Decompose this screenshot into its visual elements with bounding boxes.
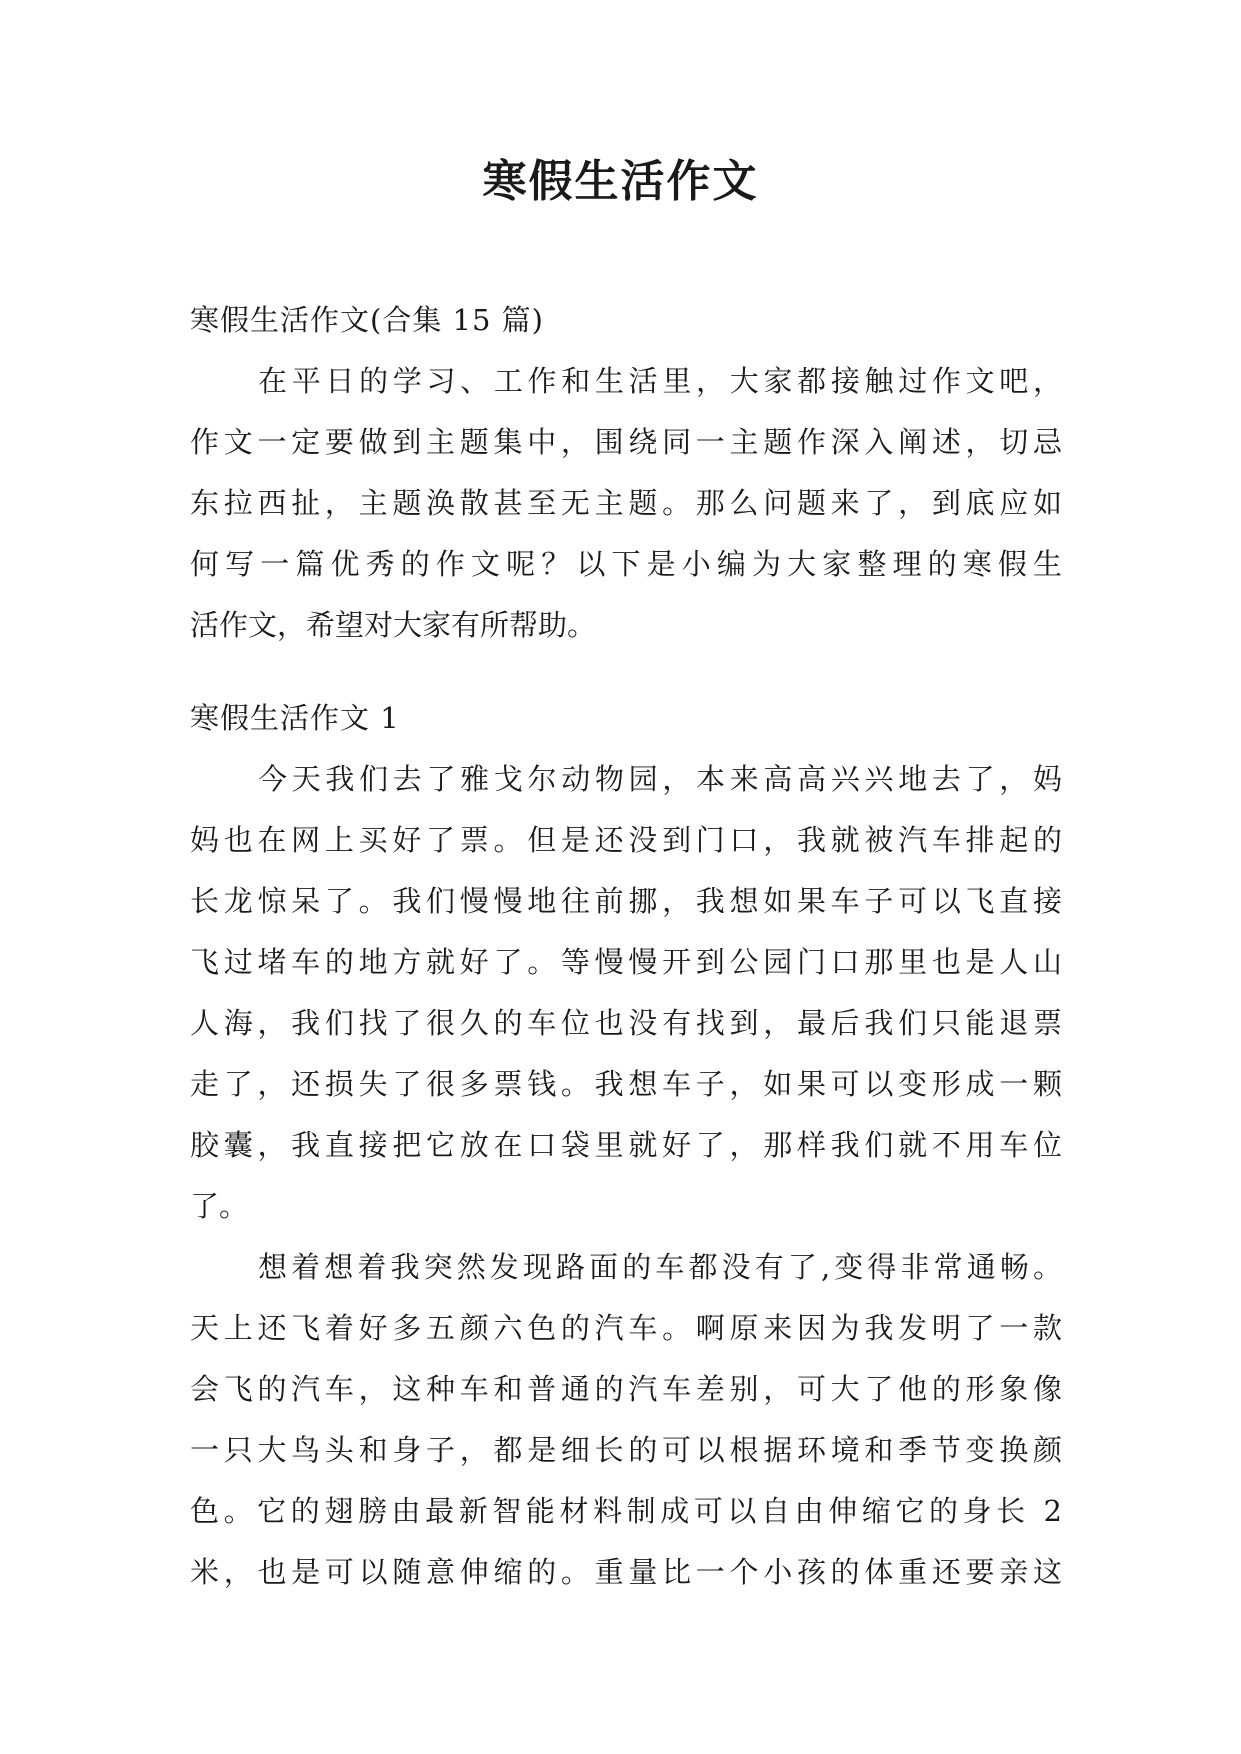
paragraph-line: 天上还飞着好多五颜六色的汽车。啊原来因为我发明了一款	[190, 1311, 1062, 1345]
paragraph-line: 飞过堵车的地方就好了。等慢慢开到公园门口那里也是人山	[190, 945, 1062, 979]
paragraph-line: 人海，我们找了很久的车位也没有找到，最后我们只能退票	[190, 1006, 1062, 1040]
document-body	[190, 290, 1062, 1603]
paragraph-line: 胶囊，我直接把它放在口袋里就好了，那样我们就不用车位	[190, 1128, 1062, 1162]
section-spacer	[190, 656, 1062, 688]
page-title: 寒假生活作文	[482, 156, 759, 207]
paragraph-line: 走了，还损失了很多票钱。我想车子，如果可以变形成一颗	[190, 1067, 1062, 1101]
paragraph-line: 妈也在网上买好了票。但是还没到门口，我就被汽车排起的	[190, 823, 1062, 857]
paragraph-line: 一只大鸟头和身子，都是细长的可以根据环境和季节变换颜	[190, 1433, 1062, 1467]
document-subtitle: 寒假生活作文(合集 15 篇)	[190, 303, 544, 337]
paragraph-line: 何写一篇优秀的作文呢？以下是小编为大家整理的寒假生	[190, 547, 1062, 581]
paragraph-line: 会飞的汽车，这种车和普通的汽车差别，可大了他的形象像	[190, 1372, 1062, 1406]
intro-paragraph	[190, 351, 1062, 656]
paragraph-line: 作文一定要做到主题集中，围绕同一主题作深入阐述，切忌	[190, 425, 1062, 459]
paragraph-line: 今天我们去了雅戈尔动物园，本来高高兴兴地去了，妈	[258, 762, 1062, 796]
paragraph-line: 色。它的翅膀由最新智能材料制成可以自由伸缩它的身长 2	[190, 1494, 1062, 1528]
section1-paragraph-1	[190, 749, 1062, 1237]
paragraph-line: 在平日的学习、工作和生活里，大家都接触过作文吧，	[258, 364, 1062, 398]
paragraph-line: 长龙惊呆了。我们慢慢地往前挪，我想如果车子可以飞直接	[190, 884, 1062, 918]
paragraph-line: 东拉西扯，主题涣散甚至无主题。那么问题来了，到底应如	[190, 486, 1062, 520]
section1-paragraph-2	[190, 1237, 1062, 1603]
paragraph-line: 想着想着我突然发现路面的车都没有了,变得非常通畅。	[258, 1250, 1062, 1284]
paragraph-line: 了。	[190, 1189, 249, 1223]
section-heading: 寒假生活作文 1	[190, 701, 400, 735]
paragraph-line: 米，也是可以随意伸缩的。重量比一个小孩的体重还要亲这	[190, 1555, 1062, 1589]
paragraph-line: 活作文，希望对大家有所帮助。	[190, 608, 597, 642]
